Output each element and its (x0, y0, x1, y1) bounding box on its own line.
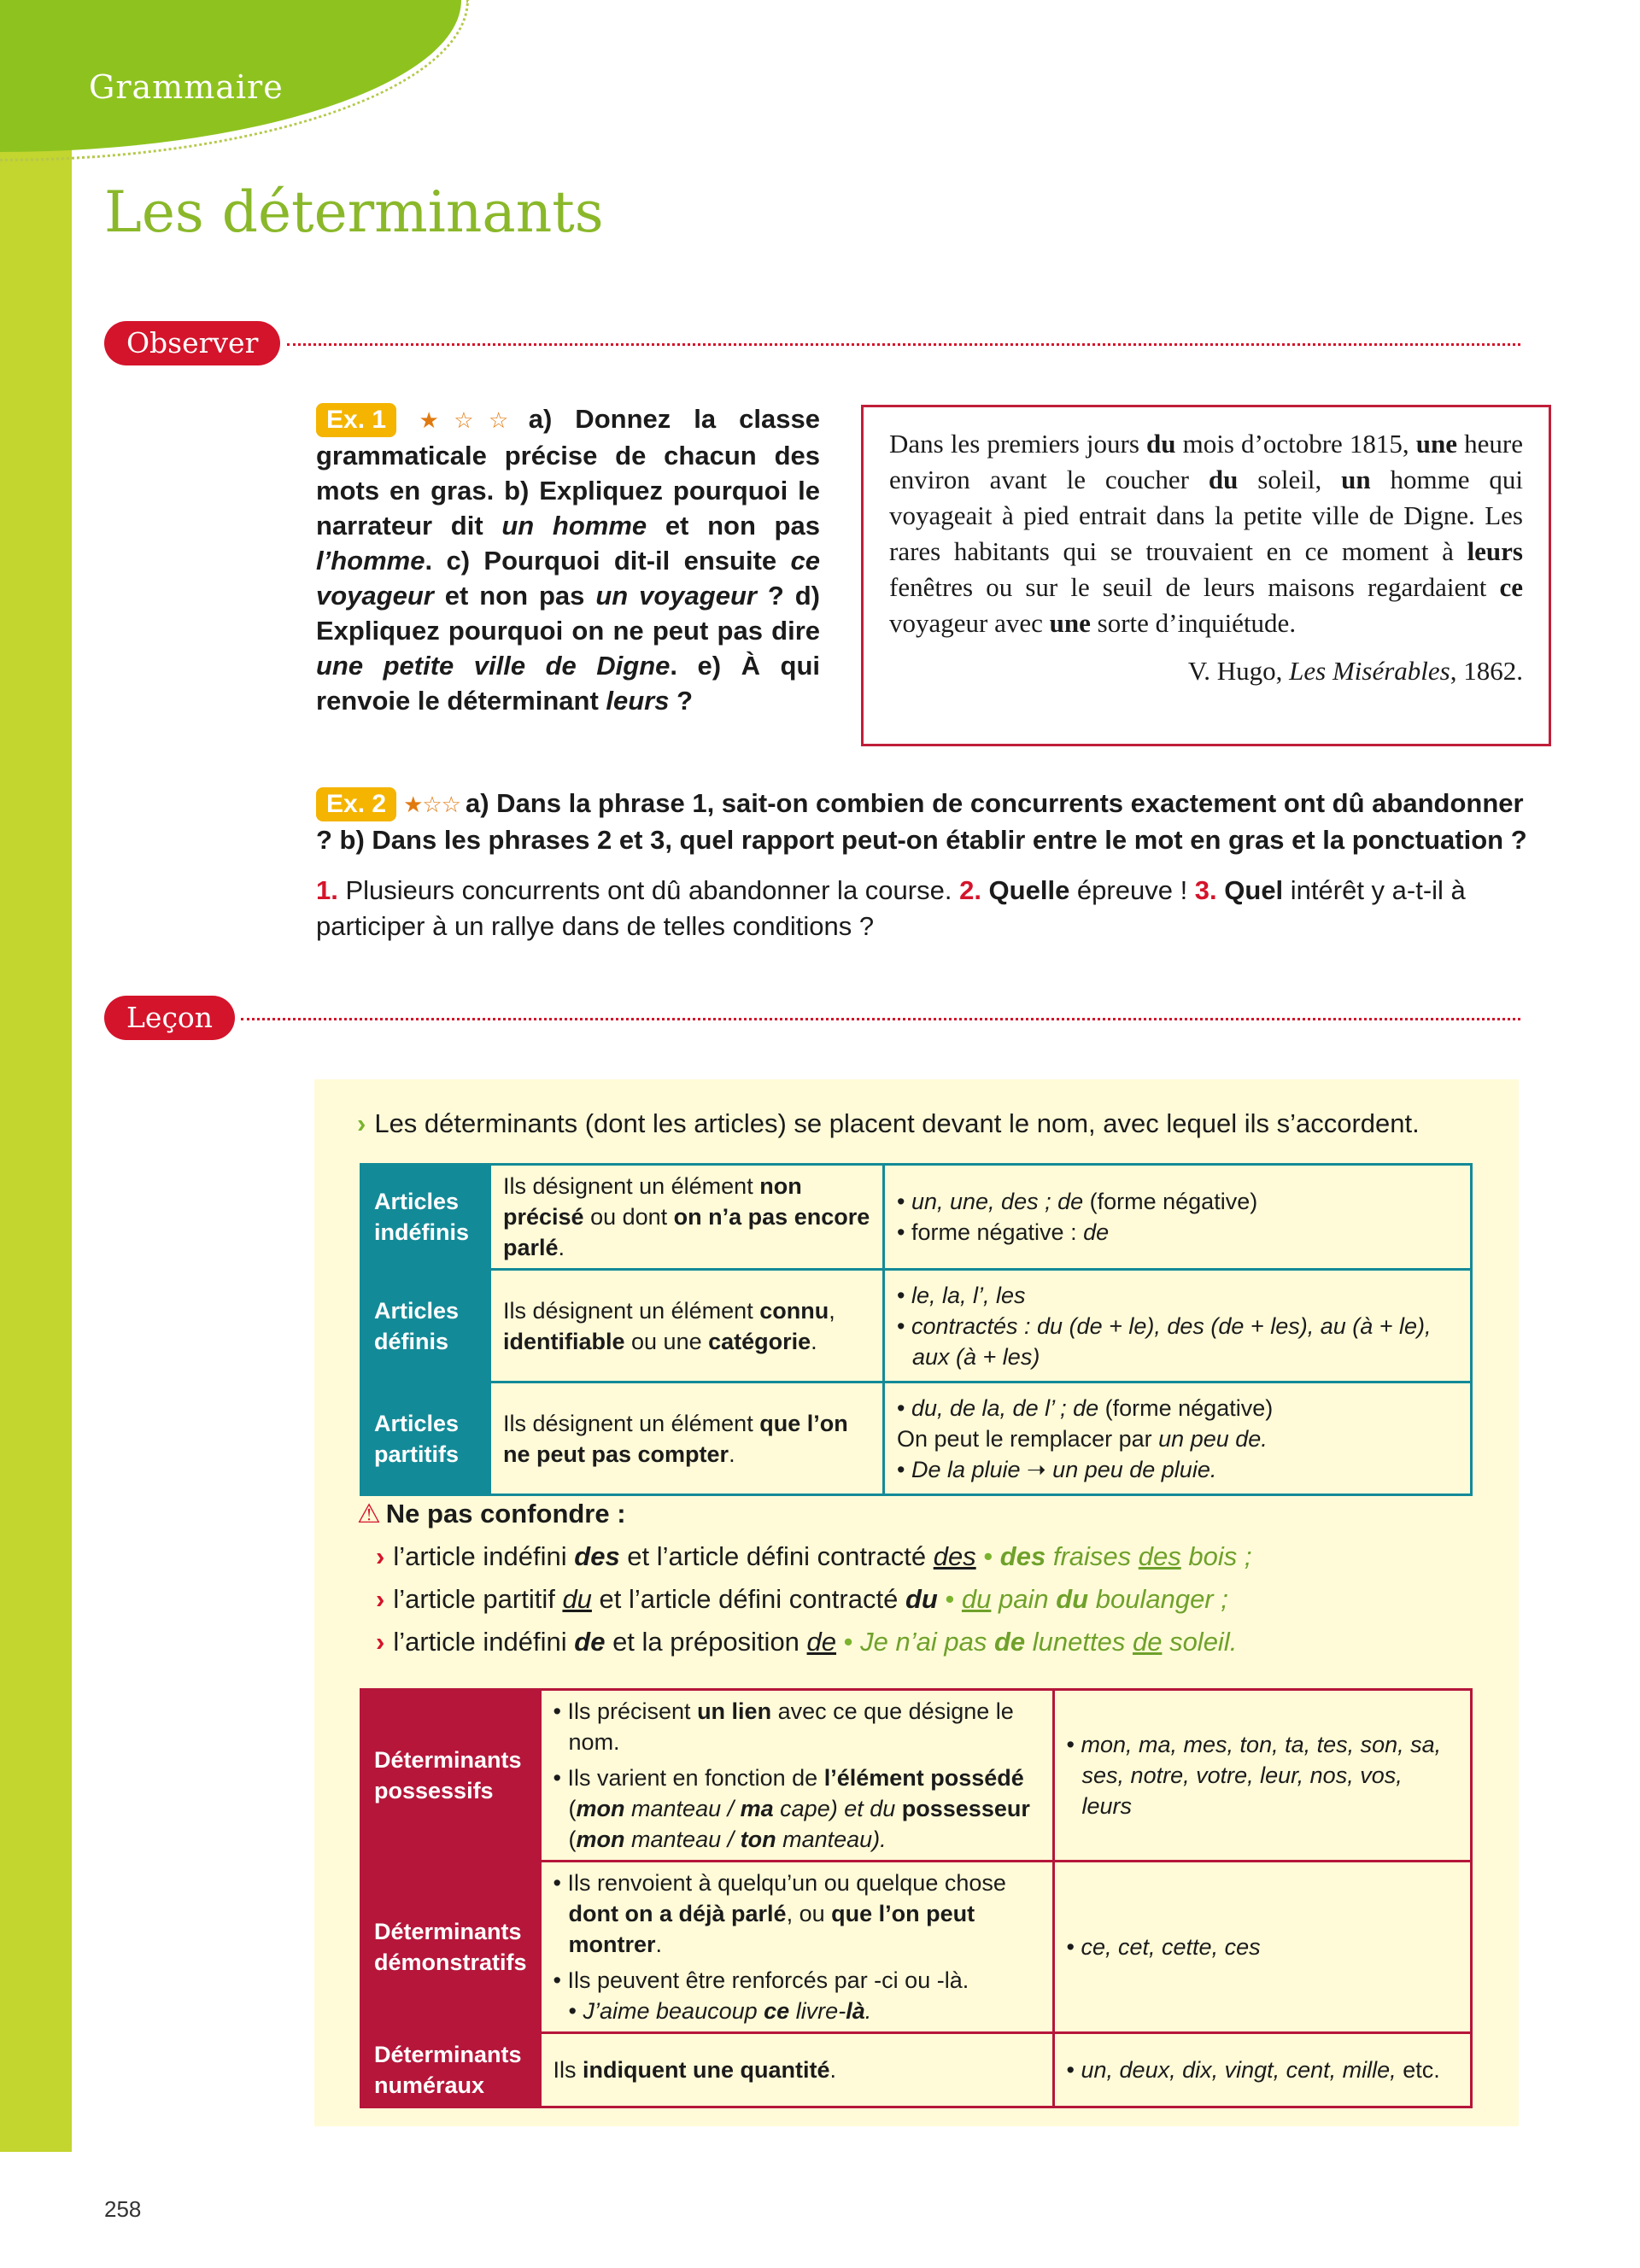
excerpt-text: Dans les premiers jours du mois d’octobre 1815, une heure environ avant le coucher du soleil, un homme qui voyageait à pied entrait dans la petite ville de Digne. Les rares habitants qui se trouvaient en ce moment à leurs fenêtres ou sur le seuil de leurs maisons regardaient ce voyageur avec une sorte d’inquiétude. (889, 429, 1523, 638)
page-number: 258 (104, 2196, 142, 2222)
determinants-table (360, 1688, 1473, 2108)
excerpt-source: V. Hugo, Les Misérables, 1862. (1187, 656, 1523, 686)
table-row: Déterminants démonstratifs • Ils renvoient à quelqu’un ou quelque chose dont on a déjà parlé, ou que l’on peut montrer. • Ils peuvent être renforcés par -ci ou -là. • J’aime beaucoup ce livre-là. • ce, cet, cette, ces (361, 1862, 1472, 2033)
difficulty-stars-icon: ★☆☆ (403, 407, 524, 433)
list-item: › l’article indéfini de et la préposition de • Je n’ai pas de lunettes de soleil. (376, 1627, 1238, 1657)
exercise-1-badge: Ex. 1 (316, 403, 396, 437)
list-item: › l’article indéfini des et l’article défini contracté des • des fraises des bois ; (376, 1541, 1252, 1571)
table-row: Articles partitifs Ils désignent un élément que l’on ne peut pas compter. • du, de la, de l’ ; de (forme négative) On peut le remplacer par un peu de. • De la pluie ➝ un peu de pluie. (361, 1382, 1472, 1495)
lesson-intro: › Les déterminants (dont les articles) se placent devant le nom, avec lequel ils s’accordent. (357, 1108, 1420, 1138)
lecon-divider (241, 1018, 1520, 1020)
section-label: Grammaire (89, 68, 284, 106)
difficulty-stars-icon: ★☆☆ (403, 792, 460, 817)
exercise-2-badge: Ex. 2 (316, 787, 396, 821)
green-sidebar (0, 0, 72, 2152)
warning-icon: ⚠ (357, 1499, 381, 1529)
list-item: › l’article partitif du et l’article défini contracté du • du pain du boulanger ; (376, 1584, 1228, 1614)
chevron-right-icon: › (376, 1584, 385, 1614)
exercise-1: Ex. 1 ★☆☆ a) Donnez la classe grammaticale précise de chacun des mots en gras. b) Expliquez pourquoi le narrateur dit un homme et non pas l’homme. c) Pourquoi dit-il ensuite ce voyageur et non pas un voyageur ? d) Expliquez pourquoi on ne peut pas dire une petite ville de Digne. e) À qui renvoie le déterminant leurs ? (316, 404, 821, 716)
exercise-2: Ex. 2 ★☆☆ a) Dans la phrase 1, sait-on combien de concurrents exactement ont dû abandonner ? b) Dans les phrases 2 et 3, quel rapport peut-on établir entre le mot en gras et la ponctuation ? (316, 788, 1527, 855)
chevron-right-icon: › (357, 1108, 366, 1138)
table-row: Articles indéfinis Ils désignent un élément non précisé ou dont on n’a pas encore parlé. • un, une, des ; de (forme négative) • forme négative : de (361, 1165, 1472, 1270)
observer-label: Observer (104, 321, 280, 365)
table-row: Articles définis Ils désignent un élément connu, identifiable ou une catégorie. • le, la, l’, les • contractés : du (de + le), des (de + les), au (à + le), aux (à + les) (361, 1270, 1472, 1382)
hugo-excerpt (861, 405, 1551, 746)
chevron-right-icon: › (376, 1627, 385, 1657)
articles-table (360, 1163, 1473, 1496)
warning-block: ⚠ Ne pas confondre : › l’article indéfini des et l’article défini contracté des • des fraises des bois ; › l’article partitif du et l’article défini contracté du • du pain du boulanger ; › l’article indéfini de et la préposition de • Je n’ai pas de lunettes de soleil. (357, 1493, 1251, 1663)
chevron-right-icon: › (376, 1541, 385, 1571)
exercise-2-sentences: 1. Plusieurs concurrents ont dû abandonner la course. 2. Quelle épreuve ! 3. Quel intérêt y a-t-il à participer à un rallye dans de telles conditions ? (316, 875, 1466, 941)
table-row: Déterminants numéraux Ils indiquent une quantité. • un, deux, dix, vingt, cent, mille, etc. (361, 2033, 1472, 2107)
page-title: Les déterminants (104, 179, 604, 245)
observer-divider (287, 343, 1520, 346)
table-row: Déterminants possessifs • Ils précisent un lien avec ce que désigne le nom. • Ils varient en fonction de l’élément possédé (mon manteau / ma cape) et du possesseur (mon manteau / ton manteau). • mon, ma, mes, ton, ta, tes, son, sa, ses, notre, votre, leur, nos, vos, leurs (361, 1690, 1472, 1862)
lecon-label: Leçon (104, 996, 235, 1040)
